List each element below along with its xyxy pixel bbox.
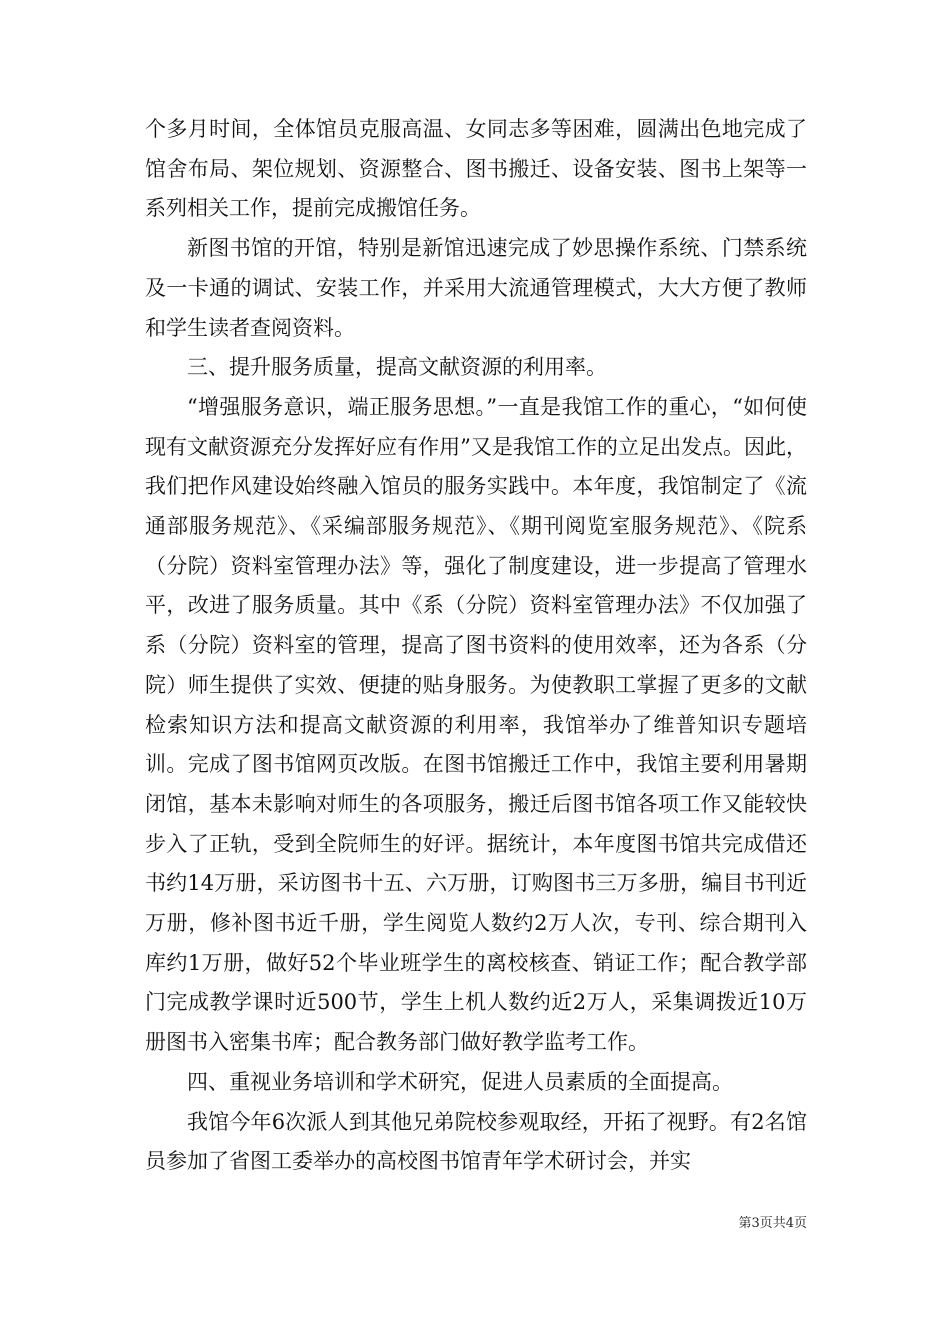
section-heading-service-quality: 三、提升服务质量，提高文献资源的利用率。	[187, 355, 607, 380]
paragraph-continuation: 个多月时间，全体馆员克服高温、女同志多等困难，圆满出色地完成了馆舍布局、架位规划、资源整合、图书搬迁、设备安装、图书上架等一系列相关工作，提前完成搬馆任务。	[145, 117, 807, 221]
body-text	[145, 110, 807, 1182]
paragraph-training-visits: 我馆今年6次派人到其他兄弟院校参观取经，开拓了视野。有2名馆员参加了省图工委举办的高校图书馆青年学术研讨会，并实	[145, 1109, 807, 1174]
paragraph-service-details: “增强服务意识，端正服务思想。”一直是我馆工作的重心，“如何使现有文献资源充分发挥好应有作用”又是我馆工作的立足出发点。因此，我们把作风建设始终融入馆员的服务实践中。本年度，我馆制定了《流通部服务规范》、《采编部服务规范》、《期刊阅览室服务规范》、《院系（分院）资料室管理办法》等，强化了制度建设，进一步提高了管理水平，改进了服务质量。其中《系（分院）资料室管理办法》不仅加强了系（分院）资料室的管理，提高了图书资料的使用效率，还为各系（分院）师生提供了实效、便捷的贴身服务。为使教职工掌握了更多的文献检索知识方法和提高文献资源的利用率，我馆举办了维普知识专题培训。完成了图书馆网页改版。在图书馆搬迁工作中，我馆主要利用暑期闭馆，基本未影响对师生的各项服务，搬迁后图书馆各项工作又能较快步入了正轨，受到全院师生的好评。据统计，本年度图书馆共完成借还书约14万册，采访图书十五、六万册，订购图书三万多册，编目书刊近万册，修补图书近千册，学生阅览人数约2万人次，专刊、综合期刊入库约1万册，做好52个毕业班学生的离校核查、销证工作；配合教学部门完成教学课时近500节，学生上机人数约近2万人，采集调拨近10万册图书入密集书库；配合教务部门做好教学监考工作。	[145, 394, 807, 1055]
page-number-footer: 第3页共4页	[738, 1216, 807, 1231]
section-heading-training-research: 四、重视业务培训和学术研究，促进人员素质的全面提高。	[187, 1069, 733, 1094]
paragraph-new-library-opening: 新图书馆的开馆，特别是新馆迅速完成了妙思操作系统、门禁系统及一卡通的调试、安装工作，并采用大流通管理模式，大大方便了教师和学生读者查阅资料。	[145, 236, 807, 340]
